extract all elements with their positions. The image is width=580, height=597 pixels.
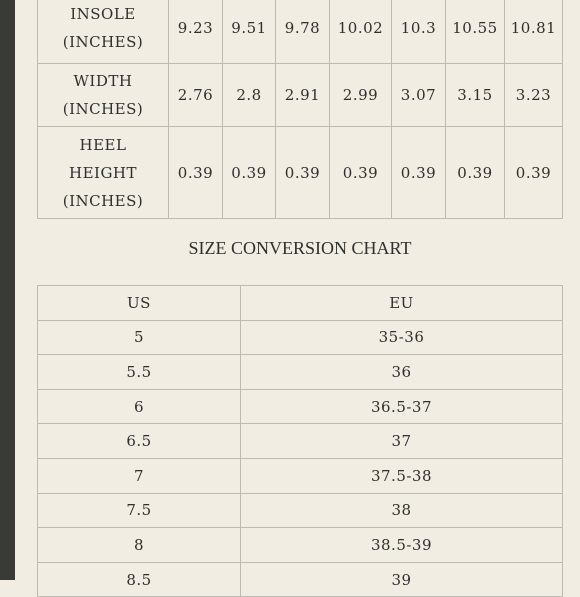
- insole-value: 9.51: [223, 0, 276, 64]
- heel-height-value: 0.39: [330, 127, 392, 219]
- insole-value: 9.78: [276, 0, 330, 64]
- width-row: [38, 64, 563, 127]
- eu-size: 37.5-38: [241, 458, 563, 493]
- table-row: [38, 320, 563, 355]
- us-size: 6.5: [38, 424, 241, 459]
- insole-value: 10.3: [392, 0, 446, 64]
- eu-size: 38.5-39: [241, 528, 563, 563]
- conversion-header-row: [38, 286, 563, 321]
- us-header: US: [38, 286, 241, 321]
- heel-height-value: 0.39: [392, 127, 446, 219]
- insole-value: 10.02: [330, 0, 392, 64]
- width-value: 3.23: [505, 64, 563, 127]
- width-value: 2.76: [169, 64, 223, 127]
- table-row: [38, 458, 563, 493]
- width-label: WIDTH (INCHES): [38, 64, 169, 127]
- size-conversion-table: [37, 285, 563, 597]
- heel-height-row: [38, 127, 563, 219]
- table-row: [38, 424, 563, 459]
- width-value: 3.07: [392, 64, 446, 127]
- heel-height-label: HEEL HEIGHT (INCHES): [38, 127, 169, 219]
- insole-value: 10.55: [446, 0, 505, 64]
- us-size: 7.5: [38, 493, 241, 528]
- table-row: [38, 528, 563, 563]
- insole-row: [38, 0, 563, 64]
- table-row: [38, 355, 563, 390]
- us-size: 5: [38, 320, 241, 355]
- left-border-bar: [0, 0, 15, 580]
- heel-height-value: 0.39: [169, 127, 223, 219]
- eu-size: 36.5-37: [241, 389, 563, 424]
- table-row: [38, 389, 563, 424]
- measurements-table: [37, 0, 563, 219]
- us-size: 8: [38, 528, 241, 563]
- width-value: 3.15: [446, 64, 505, 127]
- width-value: 2.99: [330, 64, 392, 127]
- us-size: 7: [38, 458, 241, 493]
- heel-height-value: 0.39: [276, 127, 330, 219]
- width-value: 2.8: [223, 64, 276, 127]
- heel-height-value: 0.39: [505, 127, 563, 219]
- insole-value: 10.81: [505, 0, 563, 64]
- eu-header: EU: [241, 286, 563, 321]
- table-row: [38, 493, 563, 528]
- size-conversion-title: SIZE CONVERSION CHART: [188, 238, 412, 258]
- width-value: 2.91: [276, 64, 330, 127]
- eu-size: 38: [241, 493, 563, 528]
- us-size: 6: [38, 389, 241, 424]
- eu-size: 39: [241, 562, 563, 597]
- us-size: 8.5: [38, 562, 241, 597]
- eu-size: 35-36: [241, 320, 563, 355]
- heel-height-value: 0.39: [223, 127, 276, 219]
- insole-value: 9.23: [169, 0, 223, 64]
- us-size: 5.5: [38, 355, 241, 390]
- eu-size: 36: [241, 355, 563, 390]
- heel-height-value: 0.39: [446, 127, 505, 219]
- insole-label: INSOLE (INCHES): [38, 0, 169, 64]
- eu-size: 37: [241, 424, 563, 459]
